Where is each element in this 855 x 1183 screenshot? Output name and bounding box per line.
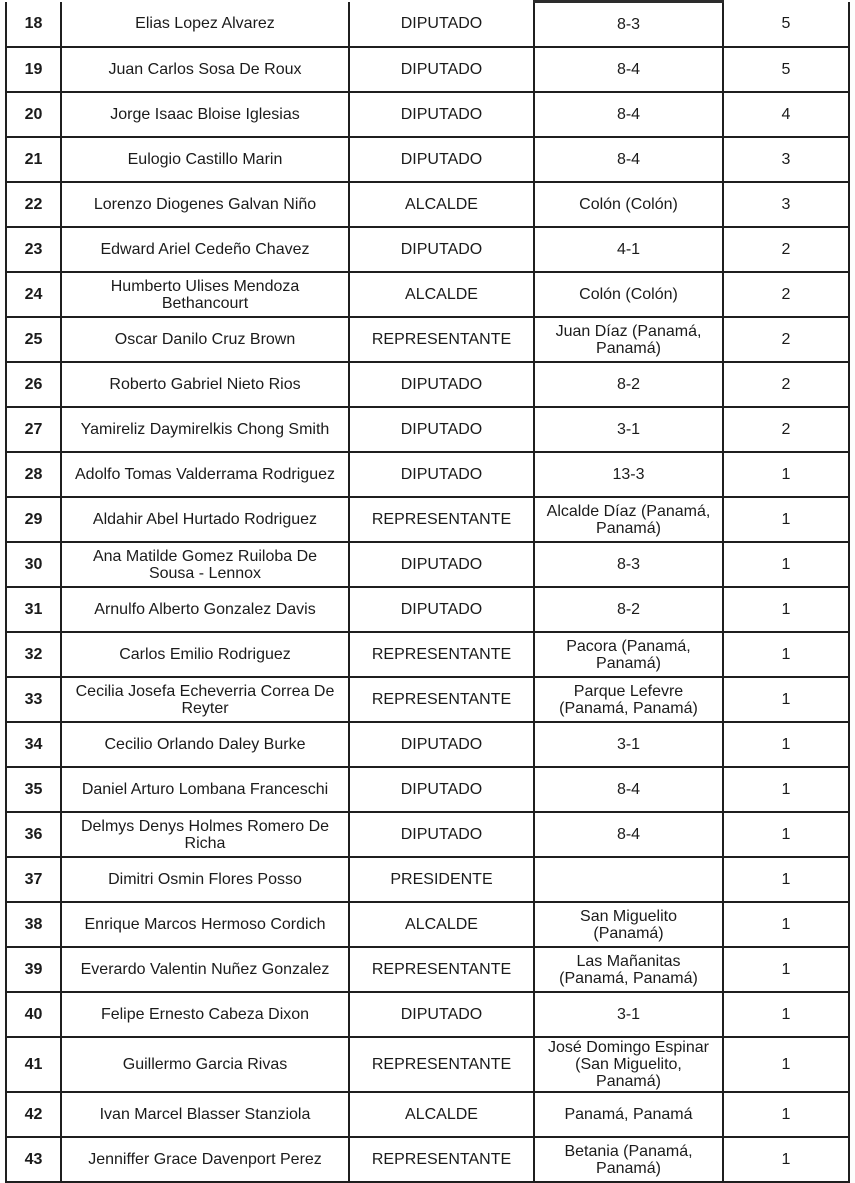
cell-rank: 30: [6, 542, 61, 587]
table-row: [6, 1037, 849, 1092]
cell-circuit: Pacora (Panamá, Panamá): [534, 632, 723, 677]
cell-name: Lorenzo Diogenes Galvan Niño: [61, 182, 349, 227]
cell-count: 3: [723, 137, 849, 182]
cell-circuit: 3-1: [534, 992, 723, 1037]
cell-position: DIPUTADO: [349, 767, 534, 812]
cell-rank: 31: [6, 587, 61, 632]
cell-position: DIPUTADO: [349, 992, 534, 1037]
cell-circuit: Las Mañanitas (Panamá, Panamá): [534, 947, 723, 992]
table-row: [6, 722, 849, 767]
cell-circuit: 8-2: [534, 587, 723, 632]
cell-count: 1: [723, 812, 849, 857]
cell-name: Cecilio Orlando Daley Burke: [61, 722, 349, 767]
cell-count: 1: [723, 1037, 849, 1092]
cell-name: Arnulfo Alberto Gonzalez Davis: [61, 587, 349, 632]
cell-circuit: 4-1: [534, 227, 723, 272]
cell-circuit: 8-4: [534, 47, 723, 92]
cell-circuit: Betania (Panamá, Panamá): [534, 1137, 723, 1182]
cell-position: REPRESENTANTE: [349, 632, 534, 677]
cell-count: 2: [723, 227, 849, 272]
cell-count: 5: [723, 47, 849, 92]
cell-circuit: 8-4: [534, 92, 723, 137]
table-row: [6, 182, 849, 227]
cell-position: DIPUTADO: [349, 227, 534, 272]
cell-rank: 24: [6, 272, 61, 317]
officials-results-table: [5, 0, 850, 1183]
cell-count: 2: [723, 362, 849, 407]
cell-count: 1: [723, 722, 849, 767]
cell-rank: 33: [6, 677, 61, 722]
cell-rank: 35: [6, 767, 61, 812]
cell-position: ALCALDE: [349, 272, 534, 317]
cell-circuit: Colón (Colón): [534, 272, 723, 317]
cell-count: 1: [723, 947, 849, 992]
table-row: [6, 47, 849, 92]
cell-count: 2: [723, 272, 849, 317]
cell-count: 1: [723, 1092, 849, 1137]
cell-name: Dimitri Osmin Flores Posso: [61, 857, 349, 902]
cell-rank: 25: [6, 317, 61, 362]
cell-position: REPRESENTANTE: [349, 1037, 534, 1092]
cell-position: PRESIDENTE: [349, 857, 534, 902]
cell-circuit: Juan Díaz (Panamá, Panamá): [534, 317, 723, 362]
cell-count: 1: [723, 677, 849, 722]
cell-name: Ivan Marcel Blasser Stanziola: [61, 1092, 349, 1137]
cell-circuit: 3-1: [534, 407, 723, 452]
cell-name: Guillermo Garcia Rivas: [61, 1037, 349, 1092]
cell-rank: 26: [6, 362, 61, 407]
cell-rank: 40: [6, 992, 61, 1037]
cell-rank: 22: [6, 182, 61, 227]
cell-name: Aldahir Abel Hurtado Rodriguez: [61, 497, 349, 542]
cell-count: 1: [723, 452, 849, 497]
cell-position: ALCALDE: [349, 1092, 534, 1137]
cell-count: 2: [723, 407, 849, 452]
cell-position: DIPUTADO: [349, 2, 534, 48]
cell-rank: 37: [6, 857, 61, 902]
cell-rank: 32: [6, 632, 61, 677]
table-row: [6, 947, 849, 992]
cell-rank: 42: [6, 1092, 61, 1137]
table-row: [6, 587, 849, 632]
cell-rank: 27: [6, 407, 61, 452]
table-row: [6, 677, 849, 722]
cell-circuit: [534, 857, 723, 902]
cell-name: Edward Ariel Cedeño Chavez: [61, 227, 349, 272]
cell-position: REPRESENTANTE: [349, 947, 534, 992]
cell-rank: 43: [6, 1137, 61, 1182]
cell-count: 1: [723, 902, 849, 947]
cell-position: DIPUTADO: [349, 722, 534, 767]
cell-position: REPRESENTANTE: [349, 497, 534, 542]
cell-circuit: 8-2: [534, 362, 723, 407]
table-row: [6, 542, 849, 587]
cell-rank: 34: [6, 722, 61, 767]
table-row: [6, 992, 849, 1037]
table-row: [6, 272, 849, 317]
cell-position: DIPUTADO: [349, 407, 534, 452]
cell-position: DIPUTADO: [349, 542, 534, 587]
cell-name: Roberto Gabriel Nieto Rios: [61, 362, 349, 407]
cell-rank: 20: [6, 92, 61, 137]
cell-position: DIPUTADO: [349, 452, 534, 497]
table-row: [6, 227, 849, 272]
cell-name: Cecilia Josefa Echeverria Correa De Reyter: [61, 677, 349, 722]
cell-name: Everardo Valentin Nuñez Gonzalez: [61, 947, 349, 992]
cell-name: Oscar Danilo Cruz Brown: [61, 317, 349, 362]
cell-position: DIPUTADO: [349, 92, 534, 137]
table-row: [6, 812, 849, 857]
cell-name: Elias Lopez Alvarez: [61, 2, 349, 48]
cell-position: ALCALDE: [349, 182, 534, 227]
cell-position: DIPUTADO: [349, 47, 534, 92]
cell-circuit: 8-3: [534, 2, 723, 48]
cell-circuit: Parque Lefevre (Panamá, Panamá): [534, 677, 723, 722]
cell-count: 1: [723, 992, 849, 1037]
cell-count: 1: [723, 587, 849, 632]
cell-name: Juan Carlos Sosa De Roux: [61, 47, 349, 92]
table-row: [6, 1092, 849, 1137]
table-row: [6, 452, 849, 497]
cell-position: DIPUTADO: [349, 587, 534, 632]
cell-circuit: Alcalde Díaz (Panamá, Panamá): [534, 497, 723, 542]
cell-circuit: 8-4: [534, 767, 723, 812]
cell-name: Jenniffer Grace Davenport Perez: [61, 1137, 349, 1182]
cell-count: 3: [723, 182, 849, 227]
table-row: [6, 92, 849, 137]
table-row: [6, 497, 849, 542]
cell-count: 1: [723, 767, 849, 812]
cell-name: Daniel Arturo Lombana Franceschi: [61, 767, 349, 812]
cell-position: REPRESENTANTE: [349, 677, 534, 722]
cell-count: 1: [723, 542, 849, 587]
cell-name: Felipe Ernesto Cabeza Dixon: [61, 992, 349, 1037]
cell-rank: 41: [6, 1037, 61, 1092]
cell-position: DIPUTADO: [349, 362, 534, 407]
cell-rank: 21: [6, 137, 61, 182]
cell-rank: 28: [6, 452, 61, 497]
table-row: [6, 857, 849, 902]
cell-circuit: Panamá, Panamá: [534, 1092, 723, 1137]
cell-circuit: San Miguelito (Panamá): [534, 902, 723, 947]
cell-position: DIPUTADO: [349, 137, 534, 182]
cell-count: 1: [723, 1137, 849, 1182]
cell-count: 2: [723, 317, 849, 362]
table-row: [6, 767, 849, 812]
cell-name: Jorge Isaac Bloise Iglesias: [61, 92, 349, 137]
cell-position: DIPUTADO: [349, 812, 534, 857]
cell-count: 1: [723, 857, 849, 902]
table-row: [6, 362, 849, 407]
cell-circuit: 8-3: [534, 542, 723, 587]
cell-rank: 39: [6, 947, 61, 992]
table-row: [6, 632, 849, 677]
cell-count: 1: [723, 632, 849, 677]
cell-rank: 18: [6, 2, 61, 48]
table-row: [6, 137, 849, 182]
cell-name: Delmys Denys Holmes Romero De Richa: [61, 812, 349, 857]
table-row: [6, 317, 849, 362]
cell-count: 4: [723, 92, 849, 137]
cell-count: 5: [723, 2, 849, 48]
cell-position: REPRESENTANTE: [349, 317, 534, 362]
table-body: [6, 2, 849, 1183]
cell-count: 1: [723, 497, 849, 542]
table-row: [6, 1137, 849, 1182]
cell-name: Eulogio Castillo Marin: [61, 137, 349, 182]
cell-rank: 38: [6, 902, 61, 947]
cell-rank: 23: [6, 227, 61, 272]
table-row: [6, 2, 849, 48]
cell-circuit: 8-4: [534, 137, 723, 182]
cell-name: Humberto Ulises Mendoza Bethancourt: [61, 272, 349, 317]
table-row: [6, 902, 849, 947]
cell-circuit: 8-4: [534, 812, 723, 857]
cell-position: REPRESENTANTE: [349, 1137, 534, 1182]
cell-position: ALCALDE: [349, 902, 534, 947]
cell-rank: 19: [6, 47, 61, 92]
cell-name: Enrique Marcos Hermoso Cordich: [61, 902, 349, 947]
cell-rank: 36: [6, 812, 61, 857]
cell-circuit: 13-3: [534, 452, 723, 497]
cell-name: Adolfo Tomas Valderrama Rodriguez: [61, 452, 349, 497]
table-row: [6, 407, 849, 452]
cell-name: Ana Matilde Gomez Ruiloba De Sousa - Lennox: [61, 542, 349, 587]
cell-name: Carlos Emilio Rodriguez: [61, 632, 349, 677]
cell-circuit: Colón (Colón): [534, 182, 723, 227]
cell-rank: 29: [6, 497, 61, 542]
cell-circuit: José Domingo Espinar (San Miguelito, Panamá): [534, 1037, 723, 1092]
cell-name: Yamireliz Daymirelkis Chong Smith: [61, 407, 349, 452]
cell-circuit: 3-1: [534, 722, 723, 767]
